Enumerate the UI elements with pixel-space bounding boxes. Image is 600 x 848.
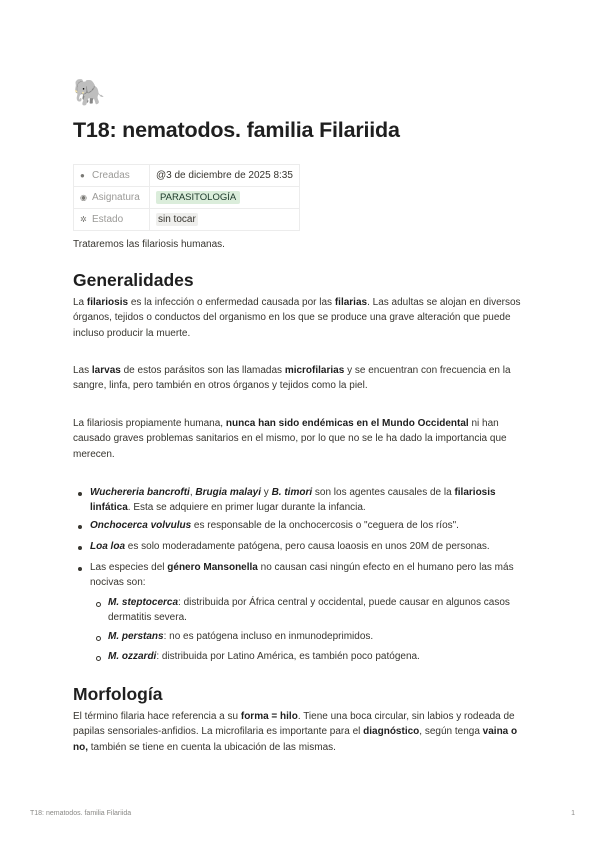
- sub-list-item: M. perstans: no es patógena incluso en inmunodeprimidos.: [108, 630, 530, 645]
- hollow-bullet-icon: [96, 602, 101, 607]
- intro-paragraph: Trataremos las filariosis humanas.: [73, 239, 225, 250]
- hollow-bullet-icon: [96, 636, 101, 641]
- list-item: Onchocerca volvulus es responsable de la onchocercosis o "ceguera de los ríos".: [90, 519, 530, 534]
- page-title: T18: nematodos. familia Filariida: [73, 118, 400, 142]
- property-key: Creadas: [92, 170, 130, 181]
- paragraph-morfologia: El término filaria hace referencia a su forma = hilo. Tiene una boca circular, sin labios y rodeada de papilas sensoriales-anfidios. La microfilaria es importante para el diagnóstico, según tenga vaina o no, también se tiene en cuenta la ubicación de las mismas.: [73, 711, 518, 753]
- property-value-estado[interactable]: [150, 209, 300, 231]
- bullet-icon: [78, 492, 82, 496]
- heading-morfologia: Morfología: [73, 684, 163, 704]
- status-badge[interactable]: sin tocar: [158, 214, 196, 225]
- property-value-asignatura[interactable]: [150, 187, 300, 209]
- property-row-asignatura: [74, 187, 300, 209]
- properties-table: [73, 164, 300, 231]
- property-row-creadas: [74, 165, 300, 187]
- property-row-estado: [74, 209, 300, 231]
- heading-generalidades: Generalidades: [73, 270, 194, 290]
- page-number: 1: [571, 810, 575, 817]
- sub-list-item: M. steptocerca: distribuida por África central y occidental, puede causar en algunos casos dermatitis severa.: [108, 596, 530, 626]
- paragraph-filariosis: La filariosis es la infección o enfermedad causada por las filarias. Las adultas se alojan en diversos órganos, tejidos o conductos del organismo en los que se produce una grave alteración que puede incluso producir la muerte.: [73, 297, 521, 339]
- paragraph-larvas: Las larvas de estos parásitos son las llamadas microfilarias y se encuentran con frecuencia en la sangre, linfa, pero también en otros órganos y tejidos como la piel.: [73, 365, 511, 392]
- hollow-bullet-icon: [96, 656, 101, 661]
- subject-tag[interactable]: PARASITOLOGÍA: [156, 191, 240, 204]
- footer-title: T18: nematodos. familia Filariida: [30, 810, 132, 817]
- elephant-icon: 🐘: [73, 77, 106, 107]
- clock-icon: ●: [80, 171, 85, 180]
- paragraph-occidental: La filariosis propiamente humana, nunca han sido endémicas en el Mundo Occidental ni han causado graves problemas sanitarios en el mismo, por lo que no se le ha dado la importancia que merecen.: [73, 418, 507, 460]
- bullet-icon: [78, 525, 82, 529]
- bullet-icon: [78, 567, 82, 571]
- list-item: Loa loa es solo moderadamente patógena, pero causa loaosis en unos 20M de personas.: [90, 540, 530, 555]
- page-footer: [30, 810, 575, 817]
- status-icon: ✲: [80, 215, 87, 224]
- property-key: Asignatura: [92, 192, 140, 203]
- bullet-icon: [78, 546, 82, 550]
- property-key: Estado: [92, 214, 124, 225]
- select-icon: ◉: [80, 193, 87, 202]
- list-item: Wuchereria bancrofti, Brugia malayi y B. timori son los agentes causales de la filariosis linfática. Esta se adquiere en primer lugar durante la infancia.: [90, 486, 530, 516]
- sub-list-item: M. ozzardi: distribuida por Latino América, es también poco patógena.: [108, 650, 530, 665]
- property-value-creadas[interactable]: @3 de diciembre de 2025 8:35: [150, 165, 300, 187]
- list-item: Las especies del género Mansonella no causan casi ningún efecto en el humano pero las más nocivas son:: [90, 561, 530, 591]
